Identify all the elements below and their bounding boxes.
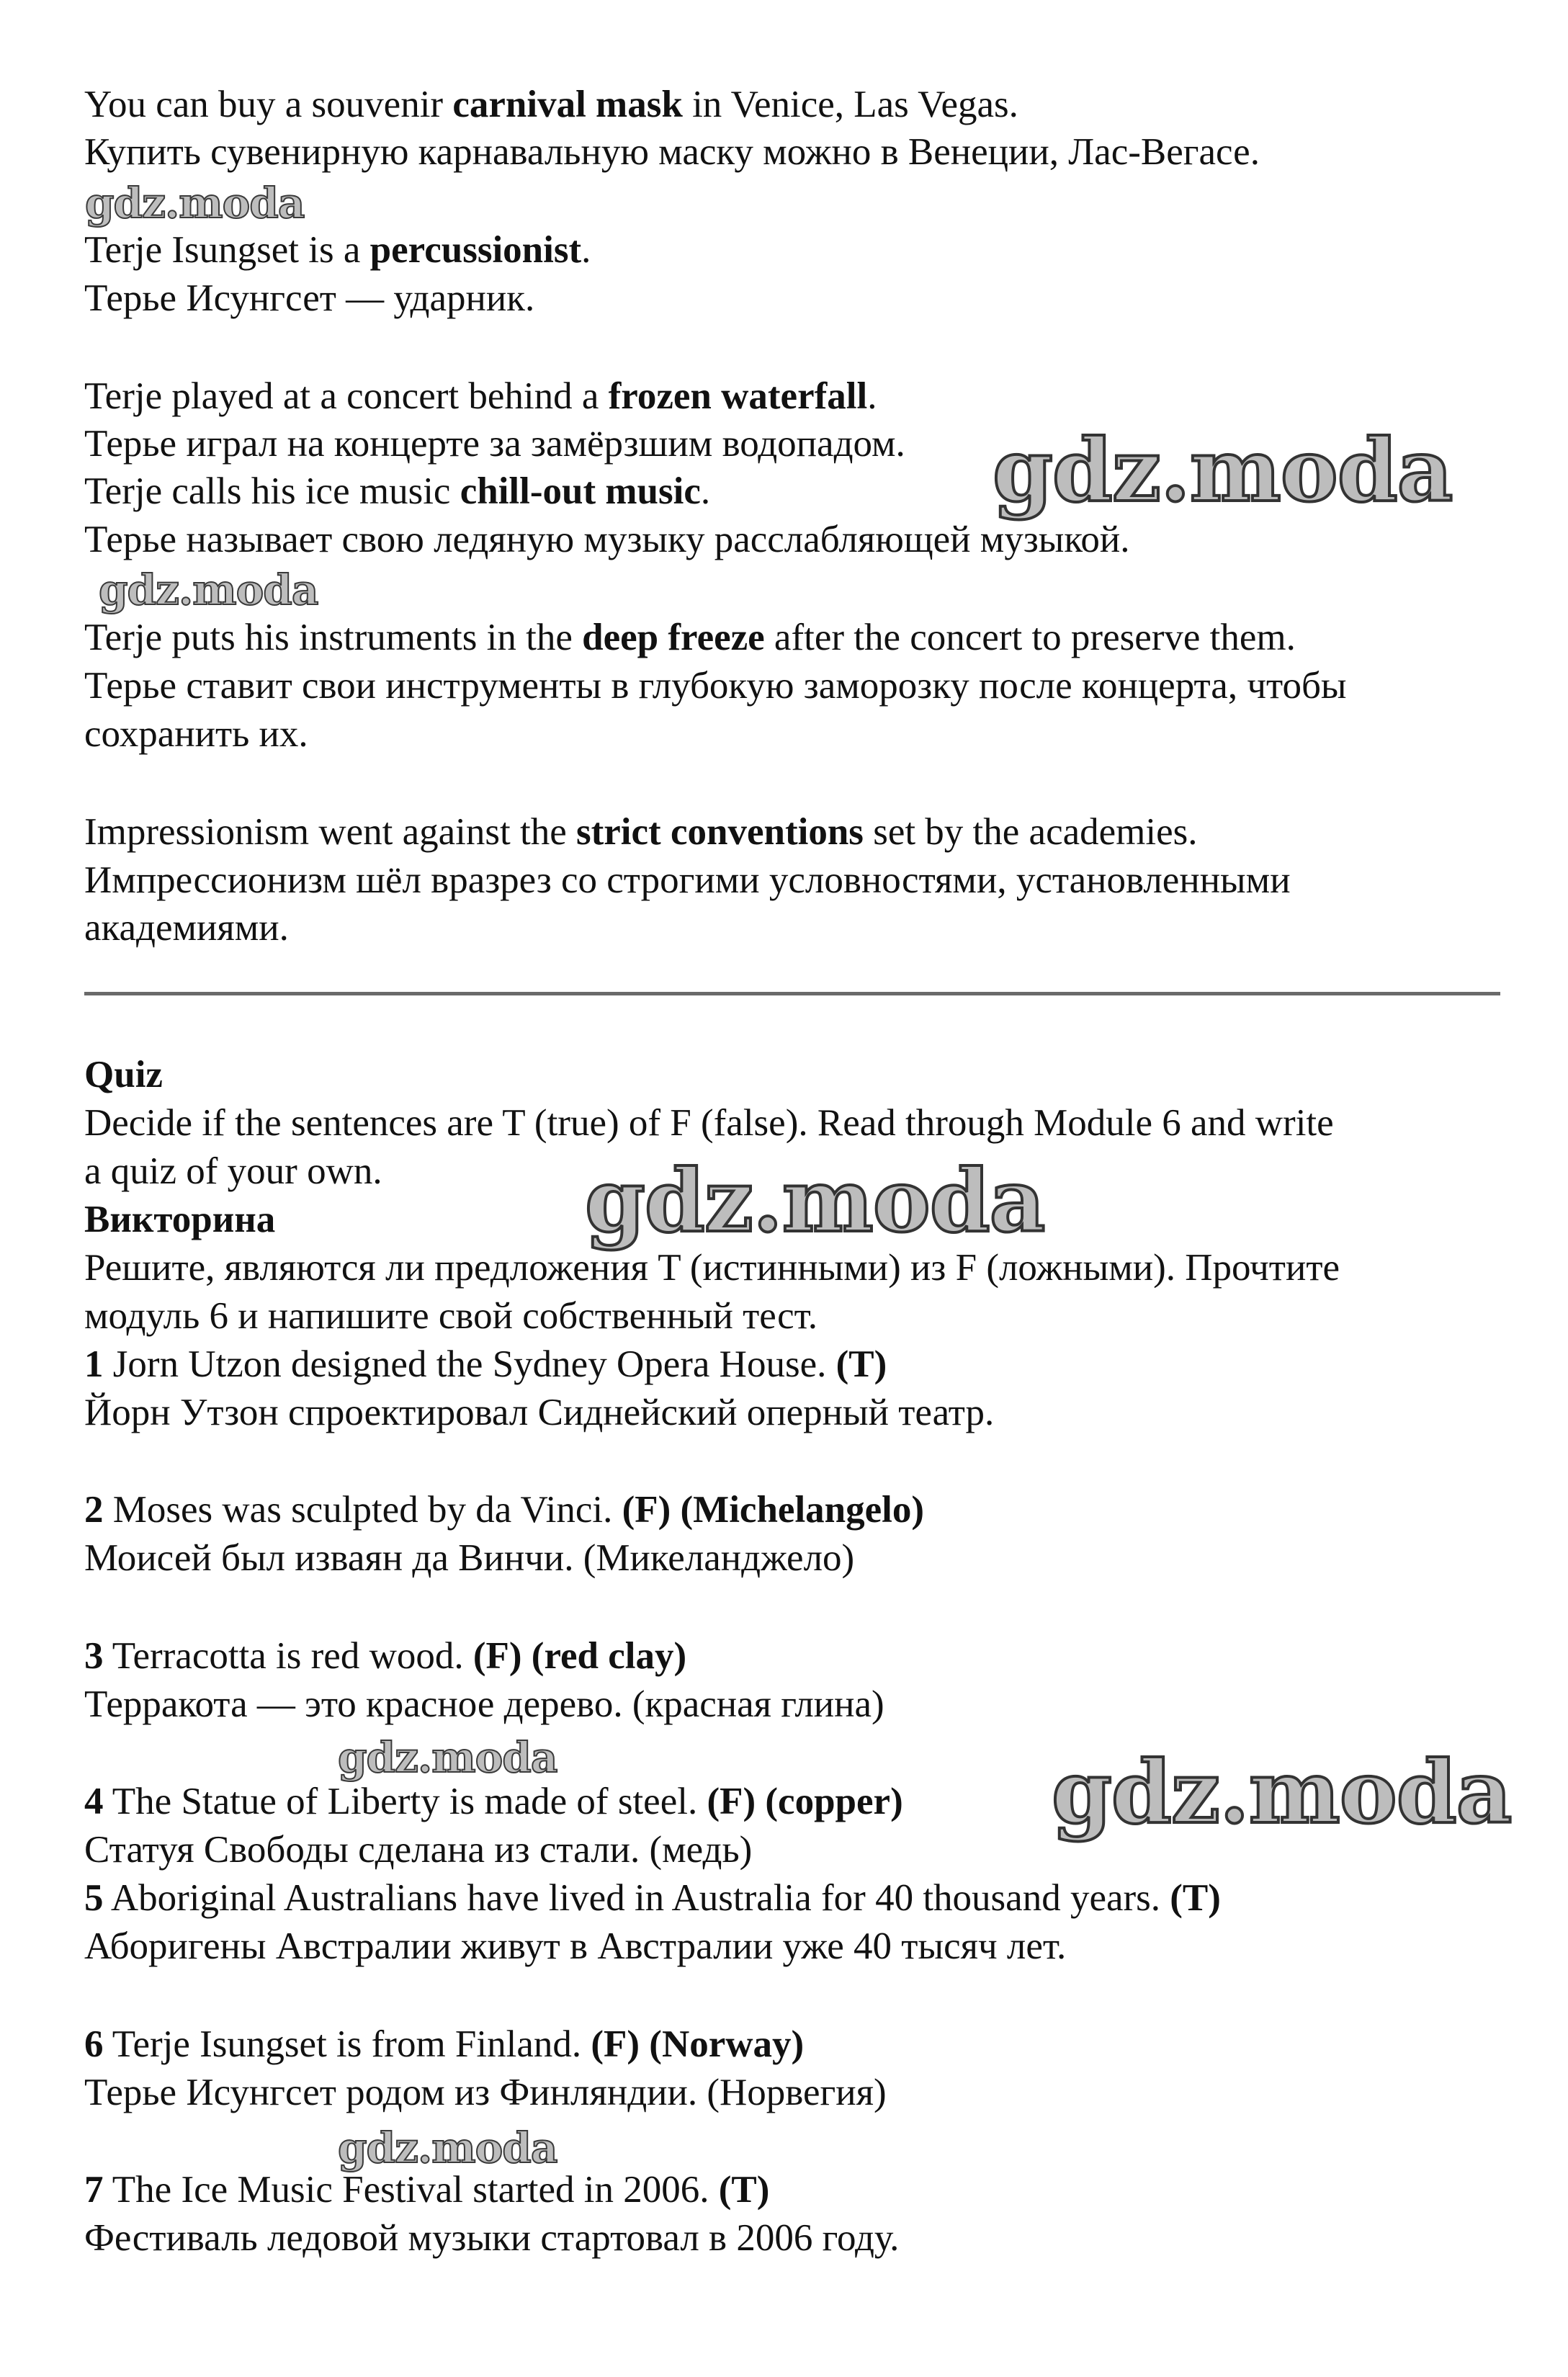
vocab-5-ru-line1: Терье ставит свои инструменты в глубокую заморозку после концерта, чтобы xyxy=(84,665,1347,707)
vocab-4-ru: Терье называет свою ледяную музыку расслабляющей музыкой. xyxy=(84,519,1130,560)
quiz-item-3: 3 Terracotta is red wood. (F) (red clay) xyxy=(84,1635,687,1677)
quiz-instruction-ru-line1: Решите, являются ли предложения T (истинными) из F (ложными). Прочтите xyxy=(84,1247,1340,1289)
quiz-item-6-ru: Терье Исунгсет родом из Финляндии. (Норвегия) xyxy=(84,2072,887,2113)
watermark: gdz.moda xyxy=(338,2123,557,2172)
vocab-5-ru-line2: сохранить их. xyxy=(84,713,308,755)
vocab-2-ru: Терье Исунгсет — ударник. xyxy=(84,277,535,319)
quiz-item-4: 4 The Statue of Liberty is made of steel. (F) (copper) xyxy=(84,1781,903,1822)
vocab-5-en: Terje puts his instruments in the deep freeze after the concert to preserve them. xyxy=(84,617,1296,658)
quiz-item-5-ru: Аборигены Австралии живут в Австралии уже 40 тысяч лет. xyxy=(84,1925,1067,1967)
quiz-item-4-ru: Статуя Свободы сделана из стали. (медь) xyxy=(84,1829,753,1871)
quiz-item-1-ru: Йорн Утзон спроектировал Сиднейский оперный театр. xyxy=(84,1392,995,1433)
quiz-title: Quiz xyxy=(84,1054,163,1096)
watermark: gdz.moda xyxy=(585,1150,1045,1252)
quiz-instruction-ru-line2: модуль 6 и напишите свой собственный тест. xyxy=(84,1295,818,1337)
vocab-3-en: Terje played at a concert behind a frozen waterfall. xyxy=(84,375,877,417)
quiz-item-1: 1 Jorn Utzon designed the Sydney Opera House. (T) xyxy=(84,1343,887,1385)
quiz-item-3-ru: Терракота — это красное дерево. (красная глина) xyxy=(84,1683,884,1725)
vocab-6-ru-line2: академиями. xyxy=(84,907,289,949)
quiz-item-5: 5 Aboriginal Australians have lived in Australia for 40 thousand years. (T) xyxy=(84,1877,1221,1919)
quiz-item-2-ru: Моисей был изваян да Винчи. (Микеланджело) xyxy=(84,1537,855,1579)
watermark: gdz.moda xyxy=(338,1733,557,1782)
vocab-2-en: Terje Isungset is a percussionist. xyxy=(84,229,591,271)
quiz-instruction-line2: a quiz of your own. xyxy=(84,1150,382,1192)
quiz-item-7-ru: Фестиваль ледовой музыки стартовал в 2006 году. xyxy=(84,2217,900,2259)
quiz-item-6: 6 Terje Isungset is from Finland. (F) (Norway) xyxy=(84,2023,805,2065)
vocab-4-en: Terje calls his ice music chill-out music. xyxy=(84,470,711,512)
section-divider xyxy=(84,992,1500,995)
vocab-1-en: You can buy a souvenir carnival mask in Venice, Las Vegas. xyxy=(84,84,1018,125)
quiz-item-7: 7 The Ice Music Festival started in 2006. (T) xyxy=(84,2169,770,2211)
watermark: gdz.moda xyxy=(99,565,318,614)
watermark: gdz.moda xyxy=(85,179,305,228)
watermark: gdz.moda xyxy=(1052,1742,1512,1843)
watermark: gdz.moda xyxy=(993,420,1453,521)
vocab-6-ru-line1: Импрессионизм шёл вразрез со строгими условностями, установленными xyxy=(84,859,1291,901)
vocab-1-ru: Купить сувенирную карнавальную маску можно в Венеции, Лас-Вегасе. xyxy=(84,131,1260,173)
quiz-item-2: 2 Moses was sculpted by da Vinci. (F) (Michelangelo) xyxy=(84,1489,925,1531)
vocab-6-en: Impressionism went against the strict conventions set by the academies. xyxy=(84,811,1198,853)
vocab-3-ru: Терье играл на концерте за замёрзшим водопадом. xyxy=(84,423,905,465)
quiz-title-ru: Викторина xyxy=(84,1199,276,1240)
quiz-instruction-line1: Decide if the sentences are T (true) of F (false). Read through Module 6 and write xyxy=(84,1102,1334,1144)
